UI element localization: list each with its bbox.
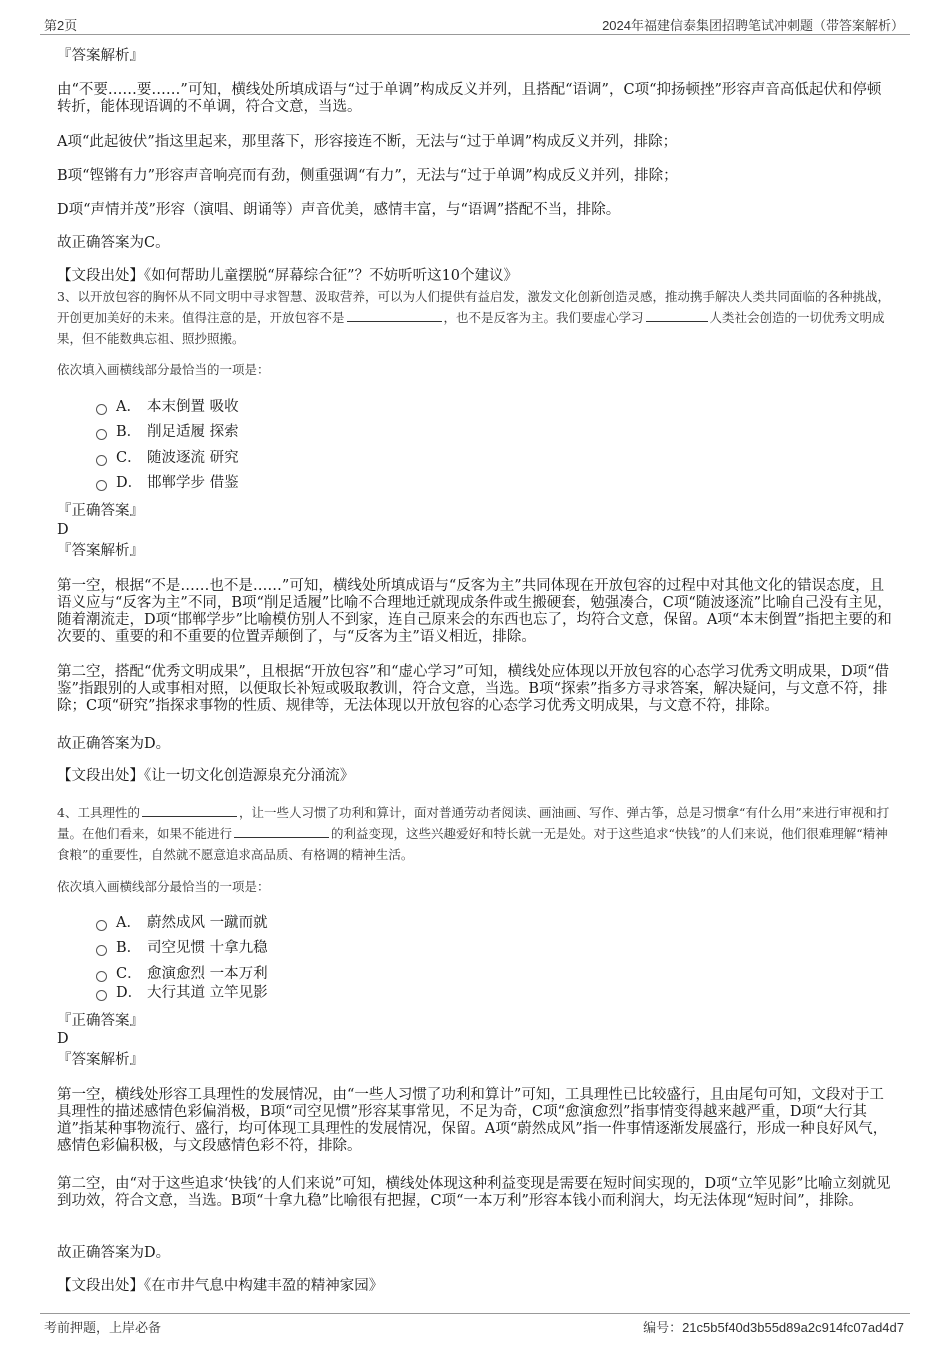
q3-option-d[interactable]: D． 邯郸学步 借鉴 <box>96 474 239 492</box>
q4-answer: D <box>57 1031 69 1047</box>
page-number: 第2页 <box>44 18 78 33</box>
radio-icon[interactable] <box>96 990 107 1001</box>
q3-option-b[interactable]: B． 削足适履 探索 <box>96 423 239 441</box>
q3-answer-label: 『正确答案』 <box>57 503 144 519</box>
document-title: 2024年福建信泰集团招聘笔试冲刺题（带答案解析） <box>602 18 904 33</box>
q3-source: 【文段出处】《让一切文化创造源泉充分涌流》 <box>57 768 355 784</box>
radio-icon[interactable] <box>96 455 107 466</box>
q2-source: 【文段出处】《如何帮助儿童摆脱“屏幕综合征”？不妨听听这10个建议》 <box>57 268 519 284</box>
q2-analysis-conclusion: 故正确答案为C。 <box>57 235 170 251</box>
q3-analysis-p1: 第一空，根据“不是……也不是……”可知，横线处所填成语与“反客为主”共同体现在开放包容的过程中对其他文化的错误态度，且语义应与“反客为主”不同，B项“削足适履”比喻不合理地迁就现成条件或生搬硬套，勉强凑合，C项“随波逐流”比喻自己没有主见，随着潮流走，D项“邯郸学步”比喻模仿别人不到家，连自己原来会的东西也忘了，均符合文意，保留。A项“本末倒置”指把主要的和次要的、重要的和不重要的位置弄颠倒了，与“反客为主”语义相近，排除。 <box>57 578 892 645</box>
radio-icon[interactable] <box>96 429 107 440</box>
q4-source: 【文段出处】《在市井气息中构建丰盈的精神家园》 <box>57 1278 384 1294</box>
radio-icon[interactable] <box>96 920 107 931</box>
q3-option-c[interactable]: C． 随波逐流 研究 <box>96 449 239 467</box>
q4-blank-1 <box>142 804 237 817</box>
q4-analysis-label: 『答案解析』 <box>57 1052 144 1068</box>
q4-answer-label: 『正确答案』 <box>57 1013 144 1029</box>
radio-icon[interactable] <box>96 945 107 956</box>
radio-icon[interactable] <box>96 404 107 415</box>
page-header <box>40 14 910 35</box>
q3-answer: D <box>57 522 69 538</box>
q2-analysis-p2: A项“此起彼伏”指这里起来，那里落下，形容接连不断，无法与“过于单调”构成反义并列，排除； <box>57 134 678 150</box>
footer-slogan: 考前押题，上岸必备 <box>44 1320 162 1335</box>
q4-option-d[interactable]: D． 大行其道 立竿见影 <box>96 984 268 1002</box>
q3-blank-2 <box>646 309 708 322</box>
q4-option-c[interactable]: C． 愈演愈烈 一本万利 <box>96 965 268 983</box>
radio-icon[interactable] <box>96 480 107 491</box>
q3-analysis-label: 『答案解析』 <box>57 543 144 559</box>
q3-prompt: 依次填入画横线部分最恰当的一项是： <box>57 362 270 377</box>
q4-option-b[interactable]: B． 司空见惯 十拿九稳 <box>96 939 268 957</box>
q3-analysis-p2: 第二空，搭配“优秀文明成果”，且根据“开放包容”和“虚心学习”可知，横线处应体现以开放包容的心态学习优秀文明成果，D项“借鉴”指跟别的人或事相对照，以便取长补短或吸取教训，符合文意，当选。B项“探索”指多方寻求答案，解决疑问，与文意不符，排除；C项“研究”指探求事物的性质、规律等，无法体现以开放包容的心态学习优秀文明成果，与文意不符，排除。 <box>57 664 890 714</box>
page-footer <box>40 1313 910 1334</box>
q4-analysis-conclusion: 故正确答案为D。 <box>57 1245 171 1261</box>
radio-icon[interactable] <box>96 971 107 982</box>
q2-analysis-p1: 由“不要……要……”可知，横线处所填成语与“过于单调”构成反义并列，且搭配“语调”，C项“抑扬顿挫”形容声音高低起伏和停顿转折，能体现语调的不单调，符合文意，当选。 <box>57 82 882 115</box>
q2-analysis-label: 『答案解析』 <box>57 48 144 64</box>
q2-analysis-p3: B项“铿锵有力”形容声音响亮而有劲，侧重强调“有力”，无法与“过于单调”构成反义并列，排除； <box>57 168 678 184</box>
q3-blank-1 <box>347 309 442 322</box>
q4-blank-2 <box>234 825 329 838</box>
q3-stem: 3、以开放包容的胸怀从不同文明中寻求智慧、汲取营养，可以为人们提供有益启发，激发文化创新创造灵感，推动携手解决人类共同面临的各种挑战，开创更加美好的未来。值得注意的是，开放包容不是 ，也不是反客为主。我们要虚心学习 人类社会创造的一切优秀文明成果，但不能数典忘祖、照抄照搬。 <box>57 289 890 346</box>
q3-option-a[interactable]: A． 本末倒置 吸收 <box>96 398 239 416</box>
q4-prompt: 依次填入画横线部分最恰当的一项是： <box>57 879 270 894</box>
q4-analysis-p2: 第二空，由“对于这些追求‘快钱’的人们来说”可知，横线处体现这种利益变现是需要在短时间实现的，D项“立竿见影”比喻立刻就见到功效，符合文意，当选。B项“十拿九稳”比喻很有把握，C项“一本万利”形容本钱小而利润大，均无法体现“短时间”，排除。 <box>57 1176 891 1209</box>
q4-option-a[interactable]: A． 蔚然成风 一蹴而就 <box>96 914 268 932</box>
q4-stem: 4、工具理性的 ，让一些人习惯了功利和算计，面对普通劳动者阅读、画油画、写作、弹古筝，总是习惯拿“有什么用”来进行审视和打量。在他们看来，如果不能进行 的利益变现，这些兴趣爱好和特长就一无是处。对于这些追求“快钱”的人们来说，他们很难理解“精神食粮”的重要性，自然就不愿意追求高品质、有格调的精神生活。 <box>57 805 890 862</box>
q4-analysis-p1: 第一空，横线处形容工具理性的发展情况，由“一些人习惯了功利和算计”可知，工具理性已比较盛行，且由尾句可知，文段对于工具理性的描述感情色彩偏消极，B项“司空见惯”形容某事常见，不足为奇，C项“愈演愈烈”指事情变得越来越严重，D项“大行其道”指某种事物流行、盛行，均可体现工具理性的发展情况，保留。A项“蔚然成风”指一件事情逐渐发展盛行，形成一种良好风气，感情色彩偏积极，与文段感情色彩不符，排除。 <box>57 1087 888 1154</box>
q2-analysis-p4: D项“声情并茂”形容（演唱、朗诵等）声音优美，感情丰富，与“语调”搭配不当，排除。 <box>57 202 621 218</box>
q3-analysis-conclusion: 故正确答案为D。 <box>57 736 171 752</box>
document-code: 编号：21c5b5f40d3b55d89a2c914fc07ad4d7 <box>643 1320 904 1335</box>
